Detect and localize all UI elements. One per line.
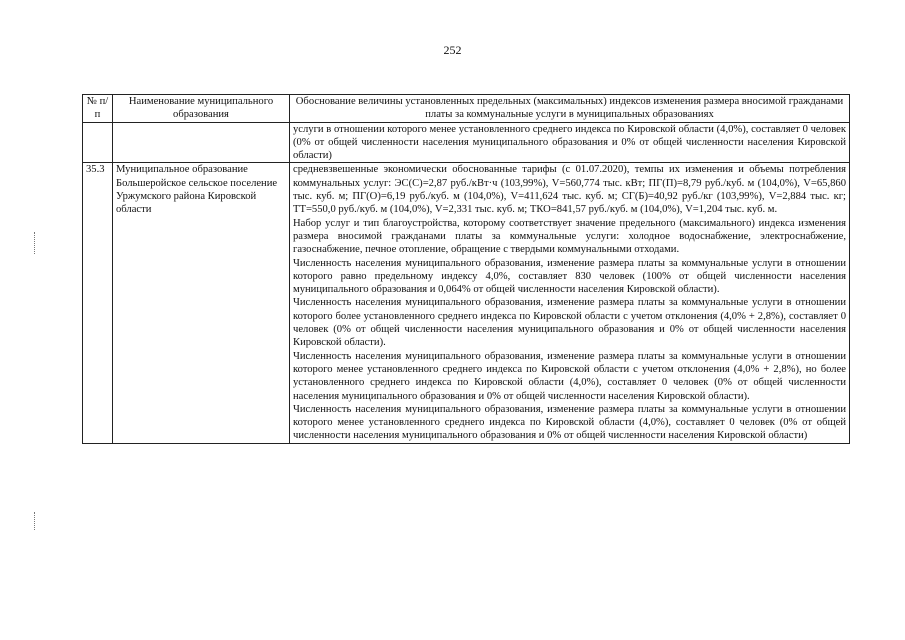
population-below-paragraph: Численность населения муниципального образования, изменение размера платы за коммунальные услуги в отношении которого менее установленного среднего индекса по Кировской области (4,0%), составляет 0 человек (0% от общей численности населения муниципального образования и 0% от общей численности населения Кировской области): [293, 403, 846, 442]
header-name: Наименование муниципального образования: [113, 95, 290, 123]
population-above-paragraph: Численность населения муниципального образования, изменение размера платы за коммунальные услуги в отношении которого более установленного среднего индекса по Кировской области с учетом отклонения (4,0% + 2,8%), составляет 0 человек (0% от общей численности населения муниципального образования и 0% от общей численности населения Кировской области).: [293, 297, 846, 349]
continuation-text: услуги в отношении которого менее установленного среднего индекса по Кировской области (4,0%), составляет 0 человек (0% от общей численности населения муниципального образования и 0% от общей численности населения Кировской области): [290, 122, 850, 163]
services-paragraph: Набор услуг и тип благоустройства, которому соответствует значение предельного (максимального) индекса изменения размера вносимой гражданами платы за коммунальные услуги: холодное водоснабжение, электроснабжение, газоснабжение, печное отопление, обращение с твердыми коммунальными отходами.: [293, 217, 846, 256]
population-between-paragraph: Численность населения муниципального образования, изменение размера платы за коммунальные услуги в отношении которого менее установленного среднего индекса по Кировской области с учетом отклонения (4,0% + 2,8%), но более установленного среднего индекса по Кировской области (4,0%), составляет 0 человек (0% от общей численности населения муниципального образования и 0% от общей численности населения Кировской области).: [293, 350, 846, 402]
continuation-row: [83, 122, 850, 163]
table-row: [83, 163, 850, 443]
page-number: 252: [443, 43, 462, 57]
continuation-name-cell: [113, 122, 290, 163]
header-num: № п/п: [83, 95, 113, 123]
basis-cell: [290, 163, 850, 443]
header-basis: Обоснование величины установленных предельных (максимальных) индексов изменения размера вносимой гражданами платы за коммунальные услуги в муниципальных образованиях: [290, 95, 850, 123]
municipality-name: Муниципальное образование Большеройское сельское поселение Уржумского района Кировской области: [113, 163, 290, 443]
margin-mark-top: [34, 232, 39, 254]
margin-mark-bottom: [34, 512, 39, 530]
tariff-table: [82, 94, 850, 444]
row-number: 35.3: [83, 163, 113, 443]
population-equal-paragraph: Численность населения муниципального образования, изменение размера платы за коммунальные услуги в отношении которого равно предельному индексу 4,0%, составляет 830 человек (100% от общей численности населения муниципального образования и 0,064% от общей численности населения Кировской области).: [293, 257, 846, 296]
table-header-row: [83, 95, 850, 123]
tariffs-paragraph: средневзвешенные экономически обоснованные тарифы (с 01.07.2020), темпы их изменения и объемы потребления коммунальных услуг: ЭС(С)=2,87 руб./кВт·ч (103,99%), V=560,774 тыс. кВт; ПГ(П)=8,79 руб./куб. м (104,0%), V=65,860 тыс. куб. м; ПГ(О)=6,19 руб./куб. м (104,0%), V=411,624 тыс. куб. м; СГ(Б)=40,92 руб./кг (103,99%), V=2,884 тыс. кг; ТТ=550,0 руб./куб. м (104,0%), V=2,331 тыс. куб. м; ТКО=841,57 руб./куб. м (104,0%), V=1,204 тыс. куб. м.: [293, 164, 846, 216]
continuation-num-cell: [83, 122, 113, 163]
